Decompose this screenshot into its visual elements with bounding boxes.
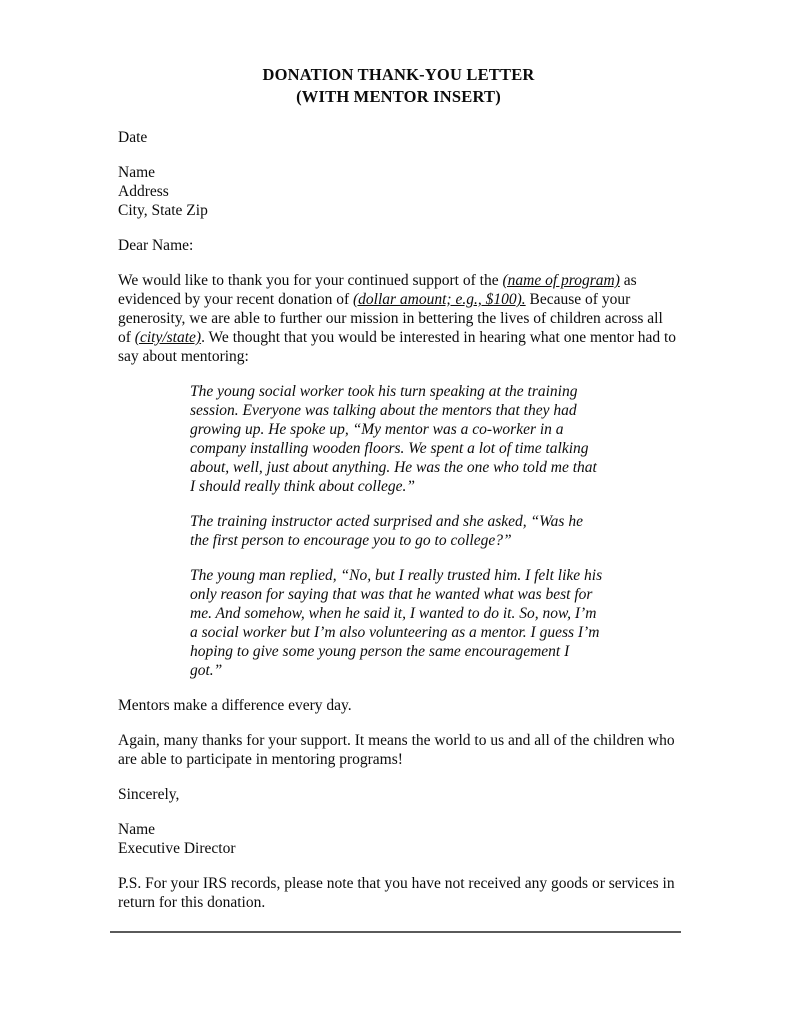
footer-divider	[110, 931, 681, 933]
recipient-name: Name	[118, 164, 156, 181]
letter-title-line-2: (WITH MENTOR INSERT)	[296, 87, 501, 106]
mentor-quote-block	[190, 382, 605, 680]
thanks-paragraph: Again, many thanks for your support. It means the world to us and all of the children who are able to participate in mentoring programs!	[118, 732, 675, 768]
recipient-address: Address	[118, 183, 169, 200]
mentors-difference-line: Mentors make a difference every day.	[118, 697, 352, 714]
intro-text-3: Because of your generosity, we are able to further our mission in bettering the lives of children across all of	[118, 291, 663, 346]
ps-note: P.S. For your IRS records, please note that you have not received any goods or services in return for this donation.	[118, 875, 675, 911]
placeholder-program-name: (name of program)	[502, 272, 620, 289]
intro-paragraph	[118, 271, 679, 366]
mentor-quote-paragraph-1: The young social worker took his turn speaking at the training session. Everyone was talking about the mentors that they had growing up. He spoke up, “My mentor was a co-worker in a company installing wooden floors. We spent a lot of time talking about, well, just about anything. He was the one who told me that I should really think about college.”	[190, 383, 597, 495]
placeholder-city-state: (city/state)	[134, 329, 202, 346]
mentor-quote-paragraph-3: The young man replied, “No, but I really trusted him. I felt like his only reason for saying that was that he wanted what was best for me. And somehow, when he said it, I wanted to do it. So, now, I’m a social worker but I’m also volunteering as a mentor. I guess I’m hoping to give some young person the same encouragement I got.”	[190, 567, 603, 679]
intro-text-1: We would like to thank you for your continued support of the	[118, 272, 503, 289]
intro-text-2: as evidenced by your recent donation of	[118, 272, 637, 308]
date-line: Date	[118, 129, 148, 146]
salutation: Dear Name:	[118, 237, 194, 254]
signature-block	[118, 820, 679, 858]
signature-name: Name	[118, 821, 156, 838]
letter-title	[118, 64, 679, 108]
closing-line: Sincerely,	[118, 786, 180, 803]
letter-title-line-1: DONATION THANK-YOU LETTER	[262, 65, 535, 84]
mentor-quote-paragraph-2: The training instructor acted surprised and she asked, “Was he the first person to encourage you to go to college?”	[190, 513, 583, 549]
placeholder-dollar-amount: (dollar amount; e.g., $100).	[353, 291, 526, 308]
recipient-block	[118, 163, 679, 220]
intro-text-4: . We thought that you would be interested in hearing what one mentor had to say about mentoring:	[118, 329, 677, 365]
recipient-city-state-zip: City, State Zip	[118, 202, 208, 219]
signature-title: Executive Director	[118, 840, 236, 857]
